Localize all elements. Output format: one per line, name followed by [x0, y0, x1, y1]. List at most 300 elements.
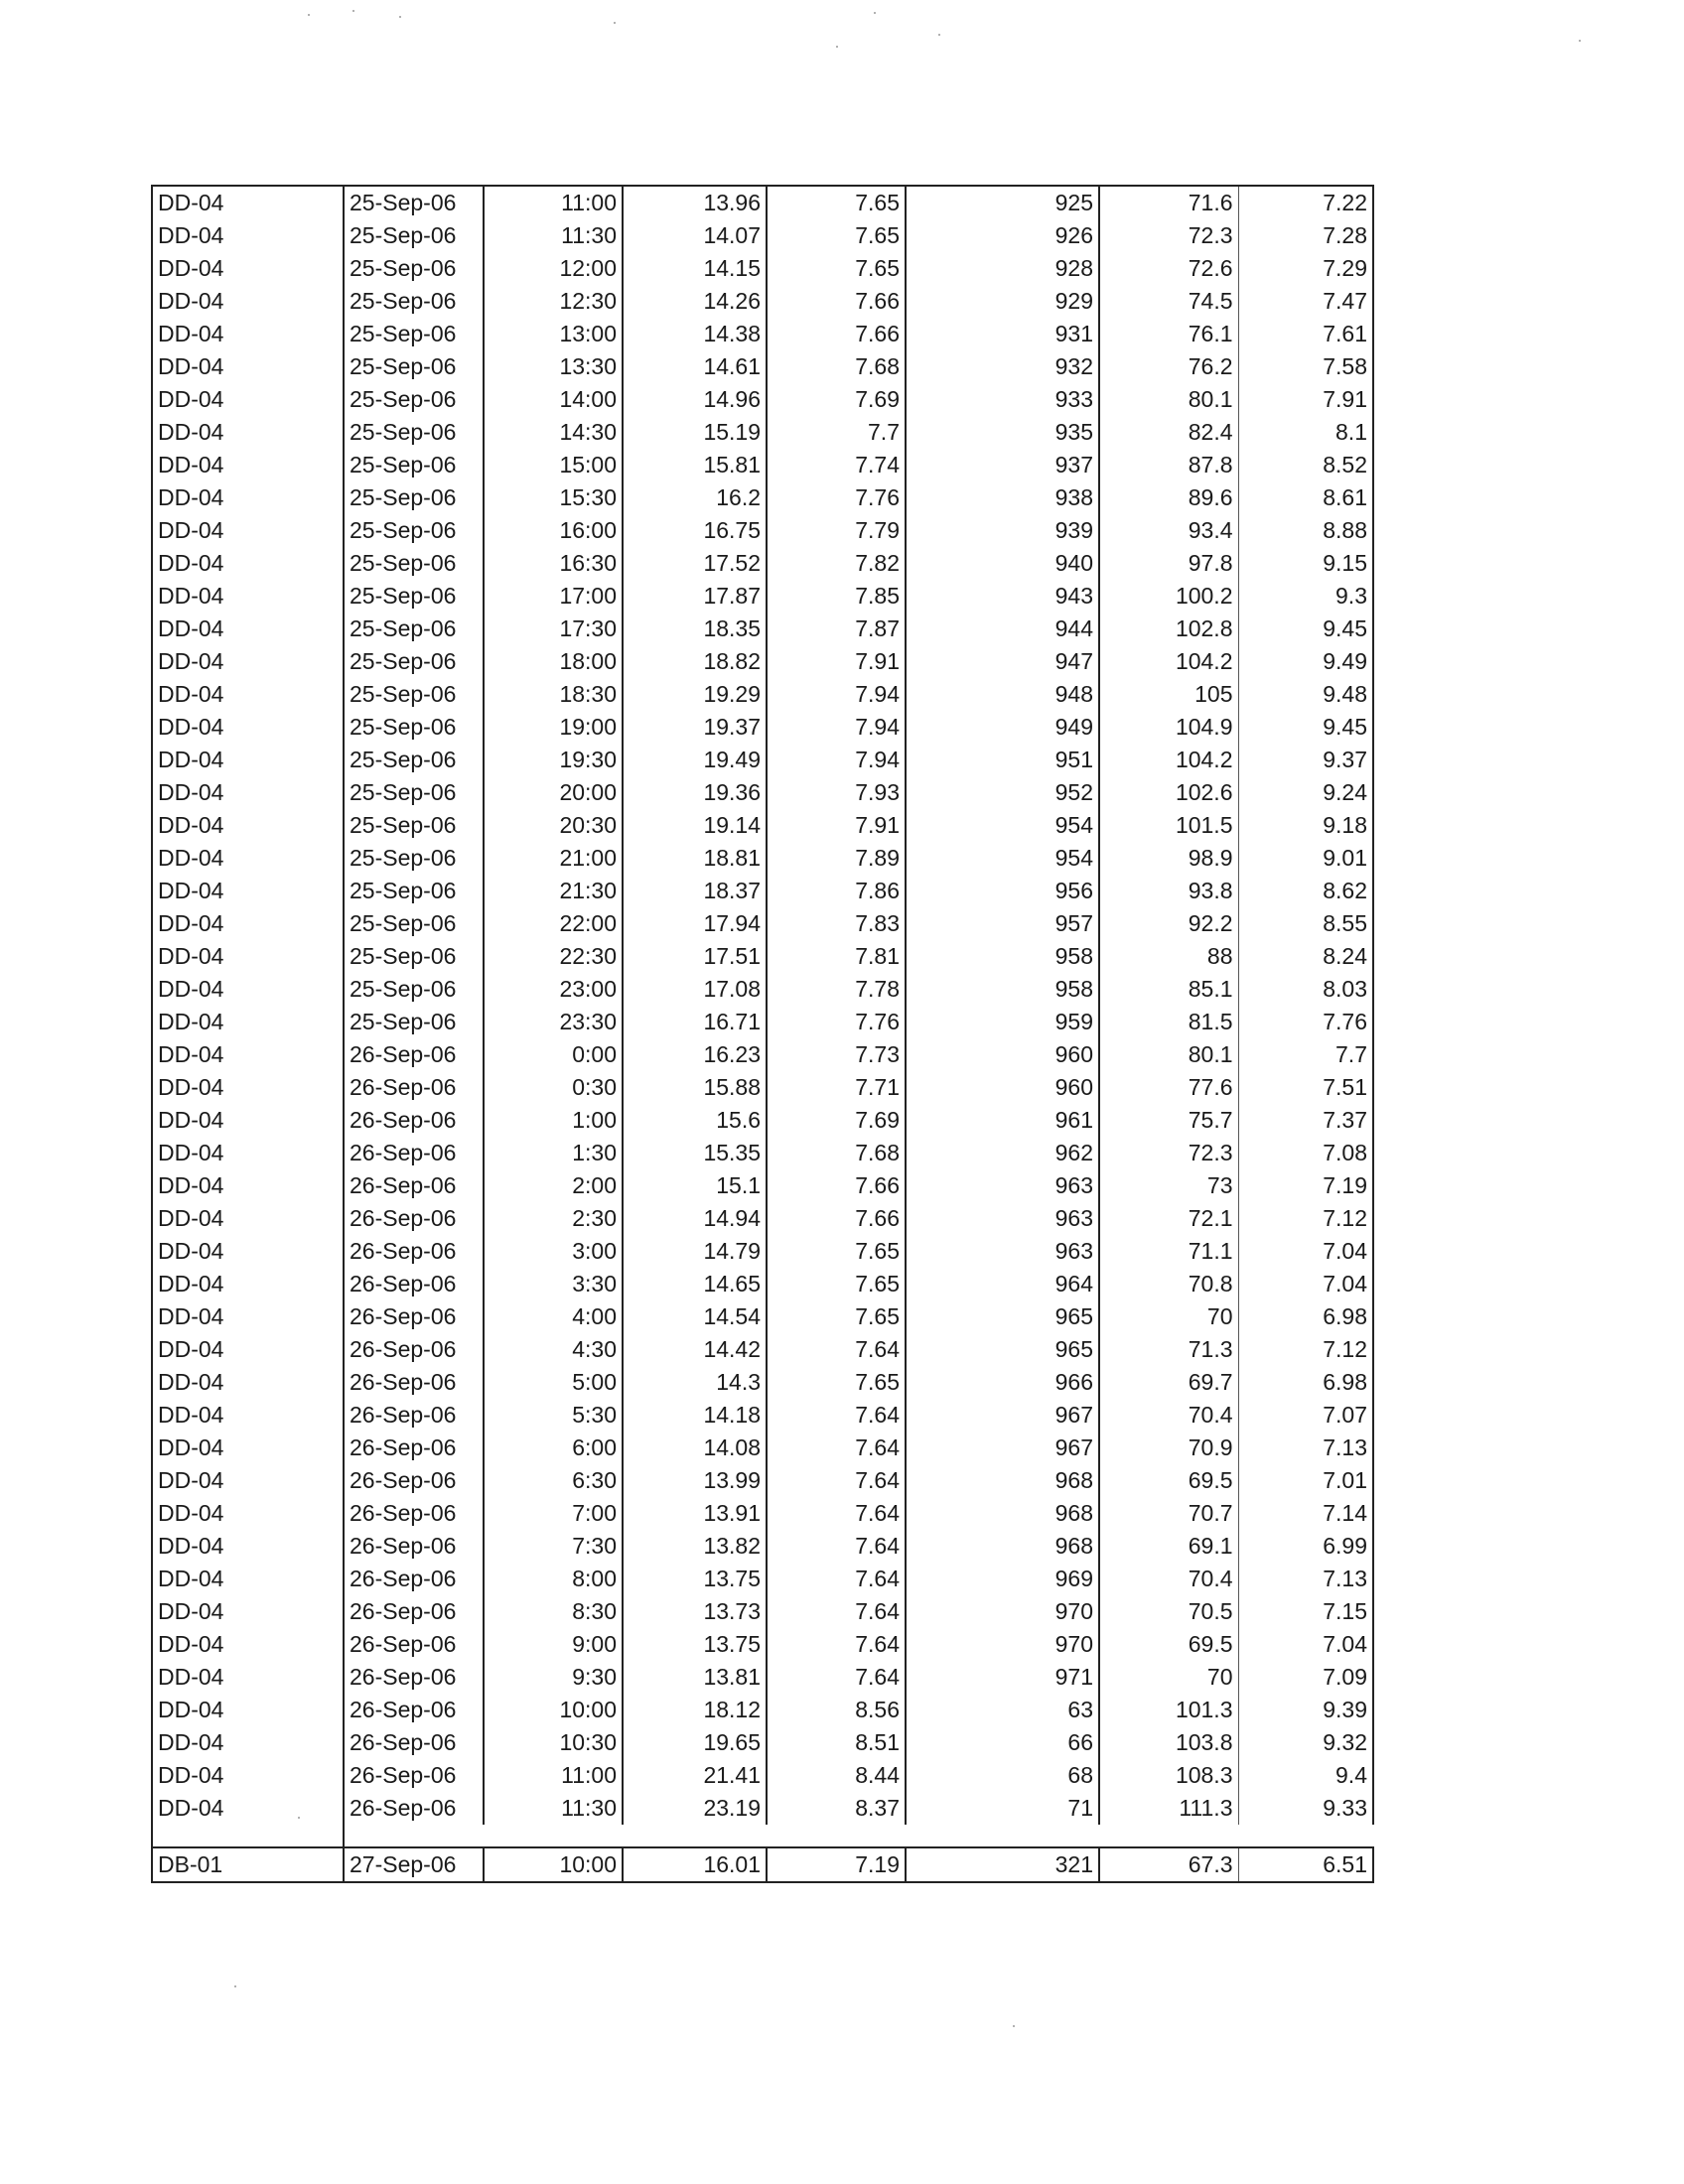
scan-speck	[399, 16, 401, 18]
date-cell: 26-Sep-06	[344, 1104, 484, 1137]
location-cell: DD-04	[152, 1726, 344, 1759]
location-cell: DD-04	[152, 1268, 344, 1300]
value-cell-3: 959	[906, 1006, 1099, 1038]
scan-speck	[1013, 2025, 1015, 2027]
time-cell: 20:00	[484, 776, 623, 809]
value-cell-4: 102.8	[1099, 613, 1238, 645]
value-cell-4: 69.7	[1099, 1366, 1238, 1399]
value-cell-2: 7.69	[767, 1104, 906, 1137]
time-cell: 3:00	[484, 1235, 623, 1268]
date-cell: 25-Sep-06	[344, 416, 484, 449]
value-cell-4: 69.5	[1099, 1628, 1238, 1661]
location-cell: DD-04	[152, 1006, 344, 1038]
value-cell-2: 7.71	[767, 1071, 906, 1104]
location-cell: DB-01	[152, 1847, 344, 1882]
value-cell-4: 98.9	[1099, 842, 1238, 875]
scan-speck	[1579, 40, 1581, 42]
value-cell-4: 89.6	[1099, 481, 1238, 514]
date-cell: 26-Sep-06	[344, 1563, 484, 1595]
date-cell: 25-Sep-06	[344, 842, 484, 875]
value-cell-2: 7.65	[767, 1235, 906, 1268]
time-cell: 0:30	[484, 1071, 623, 1104]
time-cell: 2:00	[484, 1169, 623, 1202]
time-cell: 7:00	[484, 1497, 623, 1530]
value-cell-2: 8.44	[767, 1759, 906, 1792]
location-cell: DD-04	[152, 744, 344, 776]
value-cell-5: 9.01	[1238, 842, 1373, 875]
value-cell-5: 9.33	[1238, 1792, 1373, 1825]
value-cell-1: 15.81	[623, 449, 767, 481]
location-cell: DD-04	[152, 252, 344, 285]
time-cell: 5:00	[484, 1366, 623, 1399]
value-cell-2: 7.64	[767, 1432, 906, 1464]
value-cell-3: 939	[906, 514, 1099, 547]
value-cell-3: 970	[906, 1595, 1099, 1628]
date-cell: 26-Sep-06	[344, 1071, 484, 1104]
time-cell: 13:30	[484, 350, 623, 383]
value-cell-3: 951	[906, 744, 1099, 776]
scan-speck	[614, 22, 616, 24]
location-cell: DD-04	[152, 776, 344, 809]
table-row	[152, 1628, 1373, 1661]
time-cell: 18:30	[484, 678, 623, 711]
date-cell: 26-Sep-06	[344, 1333, 484, 1366]
value-cell-2: 7.94	[767, 678, 906, 711]
table-row	[152, 1333, 1373, 1366]
empty-cell	[1099, 1825, 1238, 1847]
value-cell-2: 7.69	[767, 383, 906, 416]
value-cell-1: 14.42	[623, 1333, 767, 1366]
value-cell-3: 960	[906, 1038, 1099, 1071]
table-row	[152, 875, 1373, 907]
date-cell: 26-Sep-06	[344, 1137, 484, 1169]
value-cell-2: 7.19	[767, 1847, 906, 1882]
table-row	[152, 645, 1373, 678]
table-body	[152, 186, 1373, 1882]
table-row	[152, 1366, 1373, 1399]
time-cell: 21:30	[484, 875, 623, 907]
value-cell-4: 101.5	[1099, 809, 1238, 842]
location-cell: DD-04	[152, 1202, 344, 1235]
scan-speck	[308, 14, 310, 16]
value-cell-3: 958	[906, 940, 1099, 973]
value-cell-3: 949	[906, 711, 1099, 744]
date-cell: 25-Sep-06	[344, 809, 484, 842]
value-cell-1: 15.19	[623, 416, 767, 449]
table-row	[152, 1464, 1373, 1497]
date-cell: 25-Sep-06	[344, 481, 484, 514]
value-cell-2: 7.66	[767, 318, 906, 350]
value-cell-1: 18.37	[623, 875, 767, 907]
value-cell-1: 16.71	[623, 1006, 767, 1038]
scan-speck	[352, 10, 354, 12]
table-row	[152, 514, 1373, 547]
value-cell-4: 70.7	[1099, 1497, 1238, 1530]
value-cell-4: 85.1	[1099, 973, 1238, 1006]
table-row	[152, 350, 1373, 383]
value-cell-3: 926	[906, 219, 1099, 252]
value-cell-4: 67.3	[1099, 1847, 1238, 1882]
value-cell-1: 13.82	[623, 1530, 767, 1563]
value-cell-3: 965	[906, 1333, 1099, 1366]
date-cell: 27-Sep-06	[344, 1847, 484, 1882]
value-cell-2: 7.65	[767, 1268, 906, 1300]
date-cell: 25-Sep-06	[344, 678, 484, 711]
table-row	[152, 1071, 1373, 1104]
value-cell-5: 7.04	[1238, 1268, 1373, 1300]
time-cell: 21:00	[484, 842, 623, 875]
value-cell-2: 7.64	[767, 1661, 906, 1694]
value-cell-5: 9.18	[1238, 809, 1373, 842]
location-cell: DD-04	[152, 1038, 344, 1071]
value-cell-1: 14.08	[623, 1432, 767, 1464]
value-cell-5: 9.45	[1238, 613, 1373, 645]
date-cell: 25-Sep-06	[344, 973, 484, 1006]
time-cell: 19:30	[484, 744, 623, 776]
value-cell-2: 7.68	[767, 1137, 906, 1169]
value-cell-1: 13.99	[623, 1464, 767, 1497]
value-cell-1: 19.36	[623, 776, 767, 809]
value-cell-4: 82.4	[1099, 416, 1238, 449]
scan-speck	[938, 34, 940, 36]
value-cell-4: 108.3	[1099, 1759, 1238, 1792]
table-row	[152, 1137, 1373, 1169]
table-row	[152, 1530, 1373, 1563]
table-row	[152, 678, 1373, 711]
value-cell-3: 968	[906, 1497, 1099, 1530]
value-cell-1: 16.75	[623, 514, 767, 547]
value-cell-1: 14.18	[623, 1399, 767, 1432]
value-cell-1: 14.79	[623, 1235, 767, 1268]
time-cell: 19:00	[484, 711, 623, 744]
table-row	[152, 1202, 1373, 1235]
date-cell: 25-Sep-06	[344, 711, 484, 744]
value-cell-1: 14.3	[623, 1366, 767, 1399]
value-cell-1: 17.08	[623, 973, 767, 1006]
value-cell-4: 92.2	[1099, 907, 1238, 940]
value-cell-5: 7.58	[1238, 350, 1373, 383]
time-cell: 3:30	[484, 1268, 623, 1300]
table-row	[152, 1661, 1373, 1694]
value-cell-2: 7.64	[767, 1464, 906, 1497]
value-cell-5: 7.51	[1238, 1071, 1373, 1104]
value-cell-1: 19.14	[623, 809, 767, 842]
location-cell: DD-04	[152, 1563, 344, 1595]
location-cell: DD-04	[152, 383, 344, 416]
location-cell: DD-04	[152, 481, 344, 514]
value-cell-2: 7.7	[767, 416, 906, 449]
value-cell-2: 7.65	[767, 1300, 906, 1333]
time-cell: 7:30	[484, 1530, 623, 1563]
value-cell-4: 75.7	[1099, 1104, 1238, 1137]
location-cell: DD-04	[152, 1530, 344, 1563]
value-cell-5: 9.15	[1238, 547, 1373, 580]
date-cell: 25-Sep-06	[344, 776, 484, 809]
table-row	[152, 1169, 1373, 1202]
value-cell-1: 13.73	[623, 1595, 767, 1628]
value-cell-4: 71.1	[1099, 1235, 1238, 1268]
time-cell: 14:00	[484, 383, 623, 416]
date-cell: 25-Sep-06	[344, 645, 484, 678]
location-cell: DD-04	[152, 514, 344, 547]
value-cell-1: 16.2	[623, 481, 767, 514]
location-cell: DD-04	[152, 1464, 344, 1497]
location-cell: DD-04	[152, 1661, 344, 1694]
value-cell-1: 15.35	[623, 1137, 767, 1169]
date-cell: 26-Sep-06	[344, 1038, 484, 1071]
value-cell-1: 15.88	[623, 1071, 767, 1104]
value-cell-4: 76.2	[1099, 350, 1238, 383]
value-cell-4: 69.5	[1099, 1464, 1238, 1497]
table-row	[152, 711, 1373, 744]
value-cell-4: 81.5	[1099, 1006, 1238, 1038]
value-cell-2: 7.64	[767, 1530, 906, 1563]
value-cell-5: 8.24	[1238, 940, 1373, 973]
location-cell: DD-04	[152, 416, 344, 449]
location-cell: DD-04	[152, 973, 344, 1006]
value-cell-1: 18.35	[623, 613, 767, 645]
time-cell: 16:30	[484, 547, 623, 580]
value-cell-5: 6.98	[1238, 1366, 1373, 1399]
value-cell-5: 7.04	[1238, 1628, 1373, 1661]
data-table	[151, 185, 1372, 1883]
value-cell-2: 8.51	[767, 1726, 906, 1759]
location-cell: DD-04	[152, 547, 344, 580]
date-cell: 25-Sep-06	[344, 580, 484, 613]
table-row	[152, 1104, 1373, 1137]
value-cell-5: 7.15	[1238, 1595, 1373, 1628]
value-cell-2: 7.82	[767, 547, 906, 580]
location-cell: DD-04	[152, 1497, 344, 1530]
date-cell: 25-Sep-06	[344, 547, 484, 580]
location-cell: DD-04	[152, 1169, 344, 1202]
date-cell: 26-Sep-06	[344, 1759, 484, 1792]
location-cell: DD-04	[152, 580, 344, 613]
location-cell: DD-04	[152, 1595, 344, 1628]
value-cell-3: 940	[906, 547, 1099, 580]
value-cell-2: 7.78	[767, 973, 906, 1006]
table-row	[152, 449, 1373, 481]
separator-row	[152, 1825, 1373, 1847]
value-cell-2: 7.64	[767, 1497, 906, 1530]
value-cell-4: 72.1	[1099, 1202, 1238, 1235]
value-cell-5: 6.98	[1238, 1300, 1373, 1333]
value-cell-4: 72.6	[1099, 252, 1238, 285]
value-cell-3: 63	[906, 1694, 1099, 1726]
value-cell-3: 933	[906, 383, 1099, 416]
location-cell: DD-04	[152, 449, 344, 481]
value-cell-3: 968	[906, 1464, 1099, 1497]
value-cell-1: 18.81	[623, 842, 767, 875]
value-cell-4: 103.8	[1099, 1726, 1238, 1759]
value-cell-1: 16.23	[623, 1038, 767, 1071]
location-cell: DD-04	[152, 842, 344, 875]
value-cell-1: 13.91	[623, 1497, 767, 1530]
value-cell-4: 70	[1099, 1661, 1238, 1694]
value-cell-2: 7.64	[767, 1628, 906, 1661]
time-cell: 4:30	[484, 1333, 623, 1366]
location-cell: DD-04	[152, 350, 344, 383]
time-cell: 13:00	[484, 318, 623, 350]
scan-speck	[874, 12, 876, 14]
location-cell: DD-04	[152, 613, 344, 645]
time-cell: 15:30	[484, 481, 623, 514]
value-cell-1: 19.65	[623, 1726, 767, 1759]
value-cell-4: 100.2	[1099, 580, 1238, 613]
table-row	[152, 1399, 1373, 1432]
table-row	[152, 907, 1373, 940]
value-cell-3: 964	[906, 1268, 1099, 1300]
value-cell-3: 968	[906, 1530, 1099, 1563]
value-cell-4: 104.2	[1099, 744, 1238, 776]
value-cell-3: 958	[906, 973, 1099, 1006]
date-cell: 25-Sep-06	[344, 907, 484, 940]
value-cell-2: 7.65	[767, 219, 906, 252]
table-row	[152, 252, 1373, 285]
value-cell-2: 7.73	[767, 1038, 906, 1071]
date-cell: 25-Sep-06	[344, 449, 484, 481]
value-cell-5: 8.52	[1238, 449, 1373, 481]
location-cell: DD-04	[152, 907, 344, 940]
value-cell-1: 14.96	[623, 383, 767, 416]
time-cell: 8:00	[484, 1563, 623, 1595]
value-cell-4: 104.2	[1099, 645, 1238, 678]
value-cell-4: 71.3	[1099, 1333, 1238, 1366]
date-cell: 25-Sep-06	[344, 514, 484, 547]
date-cell: 26-Sep-06	[344, 1497, 484, 1530]
value-cell-4: 72.3	[1099, 1137, 1238, 1169]
value-cell-2: 7.93	[767, 776, 906, 809]
date-cell: 25-Sep-06	[344, 383, 484, 416]
time-cell: 11:30	[484, 1792, 623, 1825]
value-cell-5: 7.61	[1238, 318, 1373, 350]
value-cell-1: 15.6	[623, 1104, 767, 1137]
value-cell-1: 13.75	[623, 1563, 767, 1595]
time-cell: 23:00	[484, 973, 623, 1006]
value-cell-4: 70.4	[1099, 1563, 1238, 1595]
time-cell: 15:00	[484, 449, 623, 481]
table-row	[152, 1847, 1373, 1882]
value-cell-5: 7.28	[1238, 219, 1373, 252]
value-cell-5: 7.19	[1238, 1169, 1373, 1202]
value-cell-3: 967	[906, 1432, 1099, 1464]
value-cell-4: 88	[1099, 940, 1238, 973]
value-cell-3: 935	[906, 416, 1099, 449]
value-cell-3: 963	[906, 1169, 1099, 1202]
location-cell: DD-04	[152, 1300, 344, 1333]
value-cell-3: 66	[906, 1726, 1099, 1759]
date-cell: 26-Sep-06	[344, 1530, 484, 1563]
value-cell-3: 971	[906, 1661, 1099, 1694]
value-cell-5: 7.13	[1238, 1432, 1373, 1464]
value-cell-3: 963	[906, 1235, 1099, 1268]
time-cell: 14:30	[484, 416, 623, 449]
value-cell-2: 7.91	[767, 645, 906, 678]
location-cell: DD-04	[152, 645, 344, 678]
location-cell: DD-04	[152, 1366, 344, 1399]
value-cell-1: 14.15	[623, 252, 767, 285]
value-cell-3: 957	[906, 907, 1099, 940]
value-cell-5: 7.13	[1238, 1563, 1373, 1595]
date-cell: 25-Sep-06	[344, 285, 484, 318]
date-cell: 25-Sep-06	[344, 940, 484, 973]
time-cell: 2:30	[484, 1202, 623, 1235]
value-cell-4: 76.1	[1099, 318, 1238, 350]
time-cell: 12:00	[484, 252, 623, 285]
time-cell: 17:30	[484, 613, 623, 645]
value-cell-2: 7.81	[767, 940, 906, 973]
time-cell: 6:30	[484, 1464, 623, 1497]
value-cell-3: 965	[906, 1300, 1099, 1333]
value-cell-3: 954	[906, 809, 1099, 842]
value-cell-3: 929	[906, 285, 1099, 318]
value-cell-3: 969	[906, 1563, 1099, 1595]
value-cell-3: 928	[906, 252, 1099, 285]
value-cell-1: 18.12	[623, 1694, 767, 1726]
value-cell-1: 14.38	[623, 318, 767, 350]
value-cell-3: 943	[906, 580, 1099, 613]
empty-cell	[344, 1825, 484, 1847]
value-cell-5: 7.76	[1238, 1006, 1373, 1038]
value-cell-5: 7.91	[1238, 383, 1373, 416]
value-cell-5: 6.51	[1238, 1847, 1373, 1882]
location-cell: DD-04	[152, 711, 344, 744]
value-cell-1: 14.54	[623, 1300, 767, 1333]
value-cell-3: 963	[906, 1202, 1099, 1235]
time-cell: 20:30	[484, 809, 623, 842]
date-cell: 26-Sep-06	[344, 1366, 484, 1399]
value-cell-3: 321	[906, 1847, 1099, 1882]
value-cell-1: 19.37	[623, 711, 767, 744]
value-cell-3: 932	[906, 350, 1099, 383]
value-cell-1: 17.87	[623, 580, 767, 613]
value-cell-5: 9.48	[1238, 678, 1373, 711]
table-row	[152, 1038, 1373, 1071]
location-cell: DD-04	[152, 1137, 344, 1169]
location-cell: DD-04	[152, 186, 344, 219]
value-cell-4: 87.8	[1099, 449, 1238, 481]
table-row	[152, 1006, 1373, 1038]
value-cell-1: 17.52	[623, 547, 767, 580]
time-cell: 1:30	[484, 1137, 623, 1169]
time-cell: 4:00	[484, 1300, 623, 1333]
value-cell-5: 8.61	[1238, 481, 1373, 514]
time-cell: 10:00	[484, 1694, 623, 1726]
table-row	[152, 186, 1373, 219]
value-cell-2: 7.74	[767, 449, 906, 481]
value-cell-5: 9.24	[1238, 776, 1373, 809]
time-cell: 22:30	[484, 940, 623, 973]
value-cell-1: 16.01	[623, 1847, 767, 1882]
scan-speck	[298, 1817, 300, 1819]
location-cell: DD-04	[152, 1071, 344, 1104]
time-cell: 10:00	[484, 1847, 623, 1882]
time-cell: 6:00	[484, 1432, 623, 1464]
value-cell-4: 80.1	[1099, 383, 1238, 416]
table-row	[152, 1759, 1373, 1792]
value-cell-2: 7.66	[767, 285, 906, 318]
date-cell: 25-Sep-06	[344, 744, 484, 776]
value-cell-1: 15.1	[623, 1169, 767, 1202]
value-cell-3: 952	[906, 776, 1099, 809]
table-row	[152, 1268, 1373, 1300]
location-cell: DD-04	[152, 1759, 344, 1792]
value-cell-5: 7.08	[1238, 1137, 1373, 1169]
value-cell-4: 111.3	[1099, 1792, 1238, 1825]
value-cell-4: 105	[1099, 678, 1238, 711]
value-cell-5: 7.12	[1238, 1202, 1373, 1235]
value-cell-1: 19.49	[623, 744, 767, 776]
